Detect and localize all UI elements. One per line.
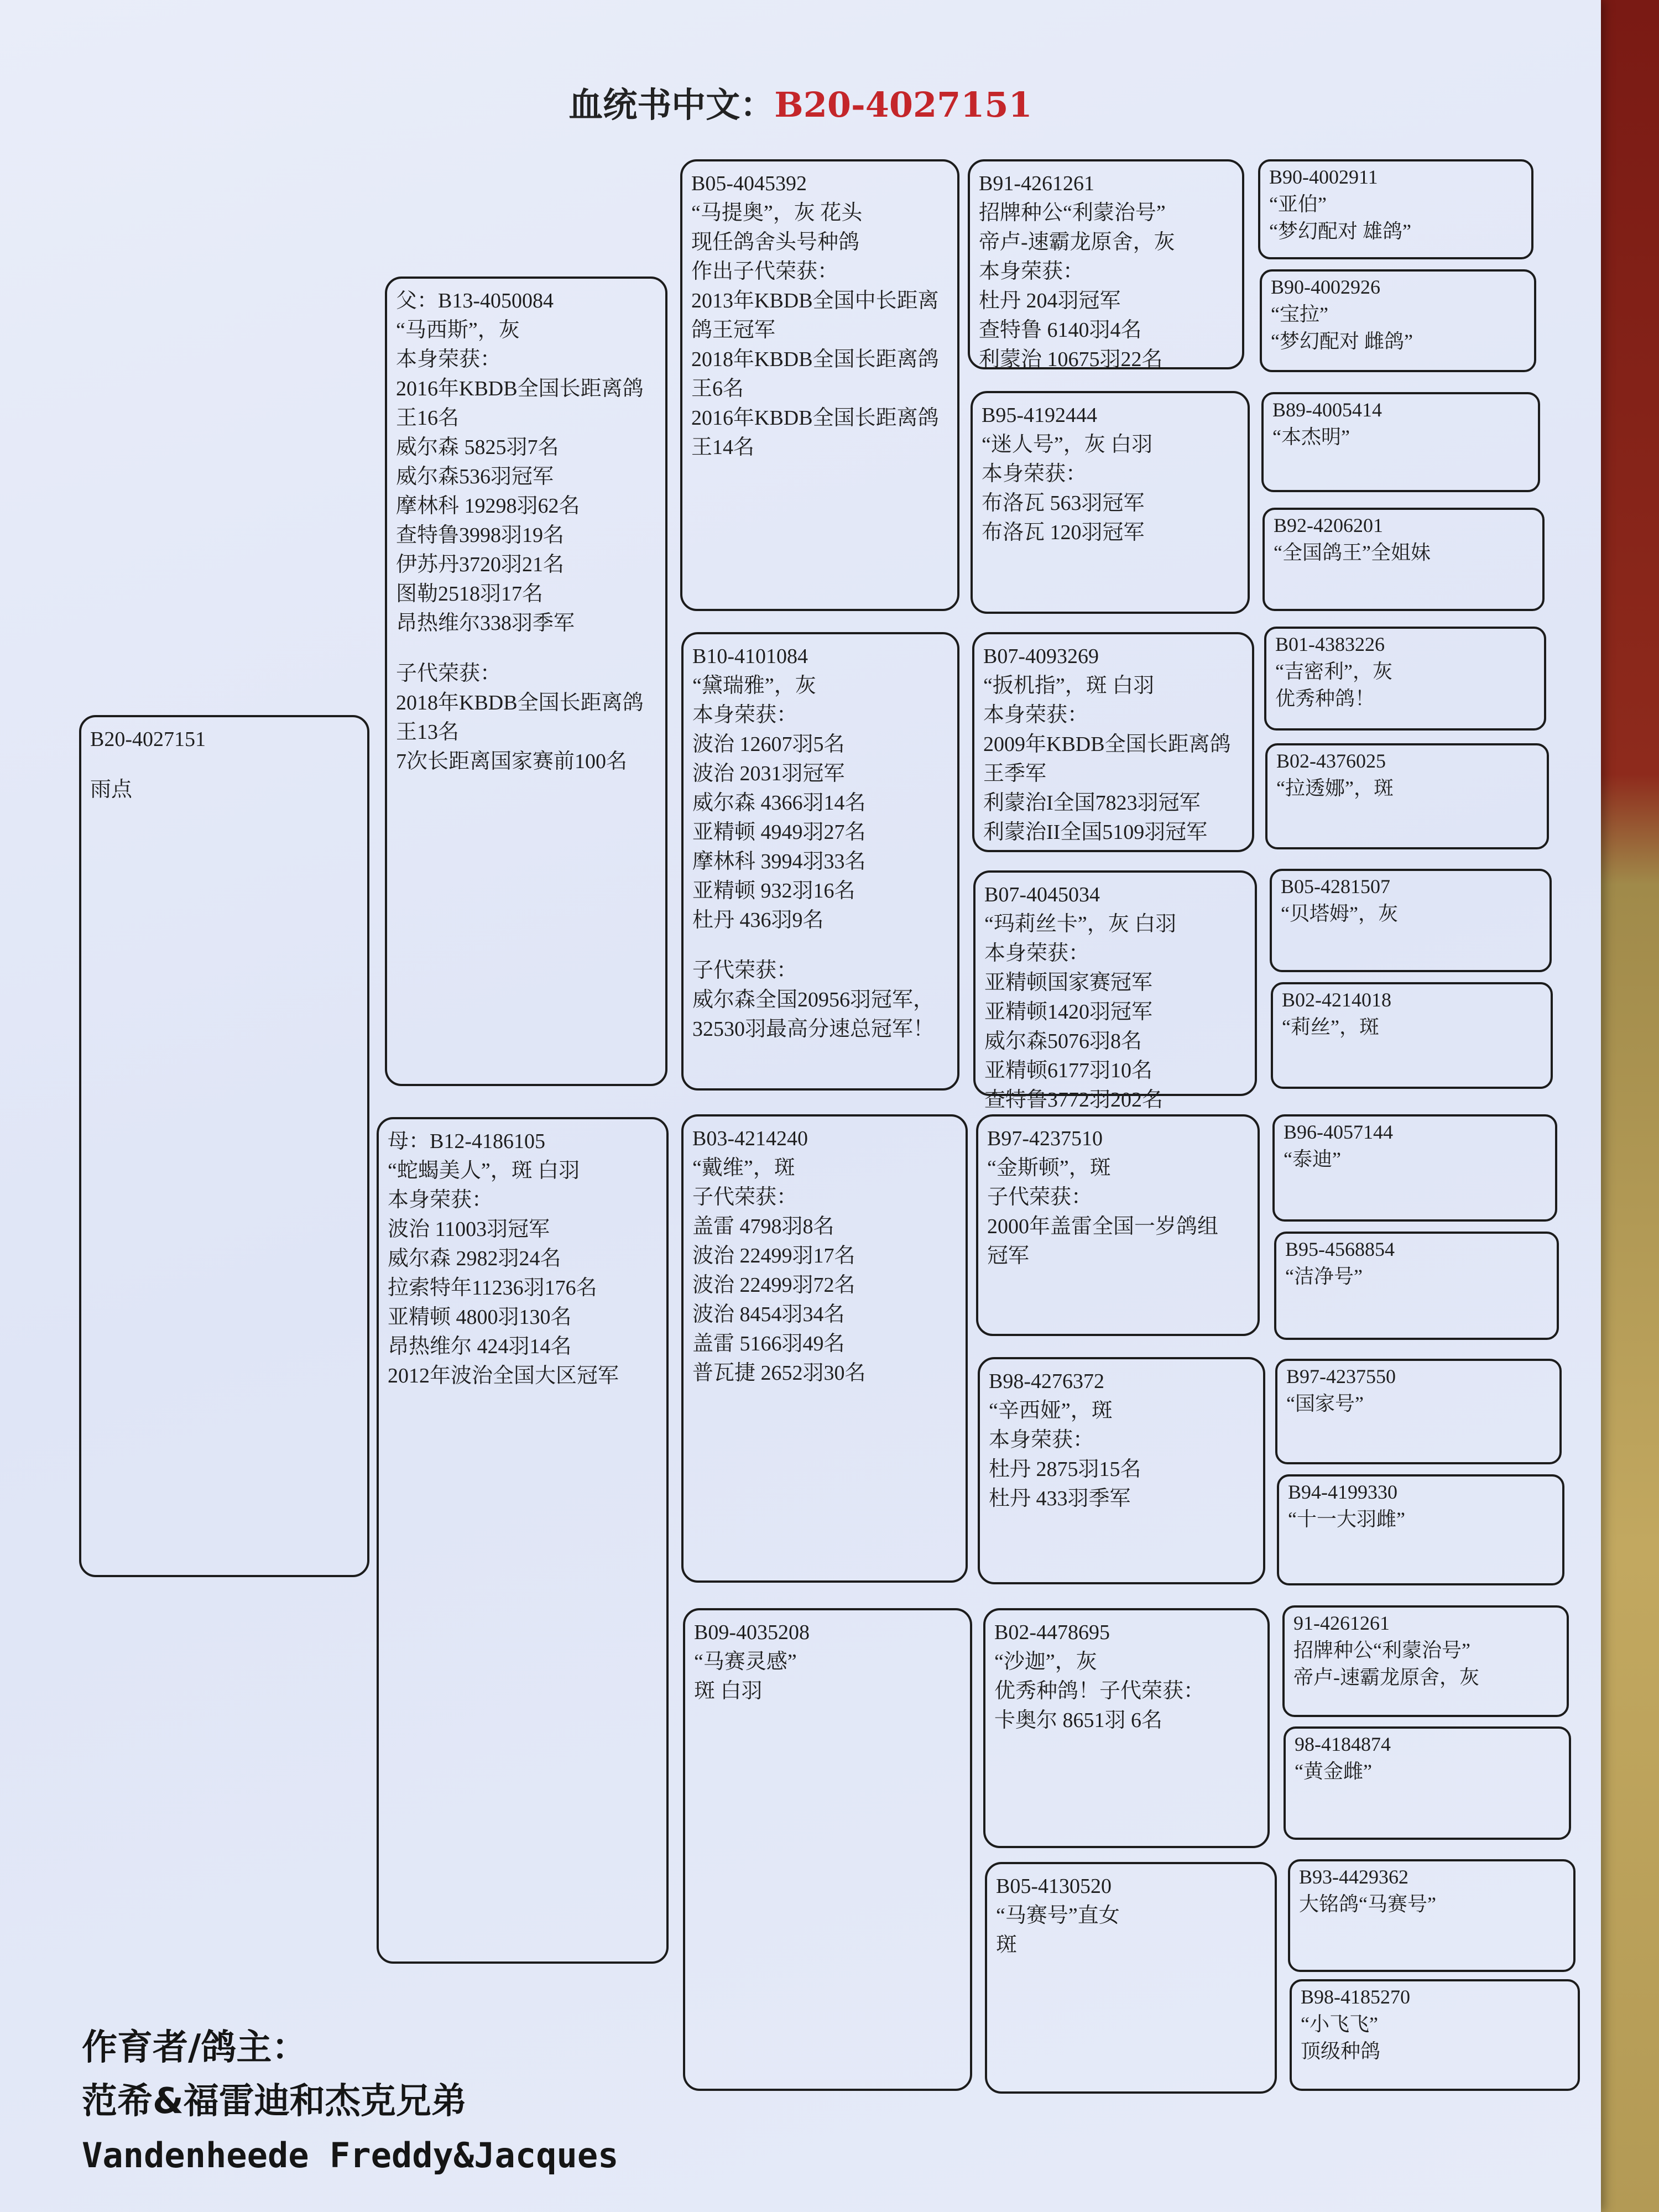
pedigree-line: 威尔森全国20956羽冠军， [692, 988, 935, 1011]
pedigree-line: 图勒2518羽17名 [396, 582, 544, 606]
pedigree-line: “玛莉丝卡”，灰 白羽 [984, 912, 1177, 936]
ring-number: 父：B13-4050084 [396, 289, 554, 312]
ring-number: B90-4002911 [1269, 166, 1378, 188]
pedigree-line: 布洛瓦 563羽冠军 [982, 492, 1145, 515]
ring-number: B09-4035208 [694, 1621, 810, 1644]
pedigree-line: 2009年KBDB全国长距离鸽 [983, 733, 1231, 756]
pedigree-line: “亚伯” [1269, 193, 1327, 215]
gg-grandparent-box [1261, 392, 1540, 492]
ring-number: 母：B12-4186105 [388, 1130, 546, 1153]
pedigree-line [692, 935, 948, 956]
ring-number: B92-4206201 [1274, 514, 1383, 536]
pedigree-line: 2013年KBDB全国中长距离 [691, 289, 939, 312]
ring-number: B91-4261261 [979, 172, 1094, 195]
pedigree-line: “十一大羽雌” [1288, 1508, 1405, 1530]
pedigree-line: 杜丹 436羽9名 [692, 909, 824, 932]
great-grandparent-box [983, 1608, 1270, 1848]
pedigree-line: 帝卢-速霸龙原舍，灰 [1293, 1666, 1479, 1688]
gg-grandparent-box [1288, 1859, 1575, 1972]
pedigree-line: 查特鲁 6140羽4名 [979, 319, 1142, 342]
great-grandparent-box [978, 1357, 1265, 1584]
sire-box [385, 276, 667, 1086]
pedigree-line: 本身荣获： [396, 348, 502, 371]
ring-number: B95-4192444 [982, 404, 1097, 427]
ring-number: B95-4568854 [1285, 1238, 1395, 1260]
ring-number: B02-4376025 [1276, 750, 1386, 772]
ring-number: B94-4199330 [1288, 1481, 1397, 1503]
pedigree-line: 鸽王冠军 [691, 319, 776, 342]
great-grandparent-box [972, 632, 1254, 852]
pedigree-line: 顶级种鸽 [1301, 2040, 1381, 2062]
pedigree-line: 大铭鸽“马赛号” [1299, 1893, 1436, 1915]
pedigree-line [396, 638, 656, 659]
pedigree-line: 招牌种公“利蒙治号” [979, 201, 1166, 225]
gg-grandparent-box [1284, 1726, 1571, 1840]
gg-grandparent-box [1271, 982, 1553, 1089]
pedigree-line: “梦幻配对 雄鸽” [1269, 220, 1411, 242]
pedigree-line: 王季军 [983, 762, 1047, 785]
grandparent-box [680, 159, 959, 611]
pedigree-line: 威尔森 5825羽7名 [396, 436, 559, 459]
pedigree-line: 帝卢-速霸龙原舍，灰 [979, 231, 1175, 254]
pedigree-line: 王6名 [691, 377, 744, 400]
pedigree-line: 王13名 [396, 721, 460, 744]
great-grandparent-box [976, 1114, 1260, 1336]
pedigree-line: 利蒙治 10675羽22名 [979, 348, 1163, 371]
pedigree-line: 伊苏丹3720羽21名 [396, 553, 565, 576]
pedigree-line: 威尔森 4366羽14名 [692, 791, 866, 815]
pedigree-line: 布洛瓦 120羽冠军 [982, 521, 1145, 544]
pedigree-line: 本身荣获： [388, 1188, 493, 1212]
great-grandparent-box [973, 870, 1257, 1112]
pedigree-line: 拉索特年11236羽176名 [388, 1276, 597, 1300]
ring-number: B01-4383226 [1275, 633, 1385, 655]
grandparent-box [681, 632, 959, 1091]
ring-number: 91-4261261 [1293, 1612, 1390, 1634]
pedigree-line: 杜丹 2875羽15名 [989, 1458, 1141, 1481]
ring-number: B97-4237550 [1286, 1365, 1396, 1387]
pedigree-line: 威尔森 2982羽24名 [388, 1247, 561, 1270]
pedigree-line: “黛瑞雅”，灰 [692, 674, 816, 697]
pedigree-line: 波治 22499羽72名 [692, 1274, 855, 1297]
pedigree-line: 亚精顿 4949羽27名 [692, 821, 866, 844]
pedigree-line: 7次长距离国家赛前100名 [396, 750, 628, 773]
pedigree-line: “金斯顿”，斑 [987, 1156, 1111, 1180]
pedigree-line: “莉丝”，斑 [1282, 1016, 1379, 1038]
page-title [0, 77, 1601, 127]
pedigree-line: “本杰明” [1272, 426, 1350, 448]
breeder-label: 作育者/鸽主： [82, 2027, 307, 2068]
breeder-name-cn: 范希&福雷迪和杰克兄弟 [82, 2081, 467, 2122]
ring-number: B20-4027151 [90, 728, 206, 751]
pedigree-line: “戴维”，斑 [692, 1156, 795, 1180]
gg-grandparent-box [1282, 1605, 1569, 1717]
pedigree-line: “黄金雌” [1295, 1760, 1372, 1782]
ring-number: B05-4281507 [1281, 875, 1390, 898]
grandparent-box [683, 1608, 972, 2091]
pedigree-line: 王16名 [396, 406, 460, 430]
pedigree-line: 斑 白羽 [694, 1679, 763, 1703]
gg-grandparent-box [1265, 743, 1549, 849]
pedigree-line: “泰迪” [1284, 1148, 1341, 1170]
ring-number: B05-4130520 [996, 1875, 1112, 1898]
ring-number: B89-4005414 [1272, 399, 1382, 421]
pedigree-line: 威尔森5076羽8名 [984, 1030, 1142, 1053]
pedigree-line: 亚精顿 4800羽130名 [388, 1306, 572, 1329]
ring-number: B10-4101084 [692, 645, 808, 668]
pedigree-line: 32530羽最高分速总冠军！ [692, 1018, 935, 1041]
pedigree-line: 作出子代荣获： [691, 260, 839, 283]
pedigree-line: 查特鲁3998羽19名 [396, 524, 565, 547]
pedigree-line: “洁净号” [1285, 1265, 1363, 1287]
pedigree-line: “贝塔姆”，灰 [1281, 902, 1398, 925]
pedigree-line: 波治 12607羽5名 [692, 733, 845, 756]
gg-grandparent-box [1260, 269, 1536, 372]
pedigree-line: “国家号” [1286, 1392, 1364, 1415]
pedigree-line: 波治 11003羽冠军 [388, 1218, 550, 1241]
ring-number: B07-4045034 [984, 883, 1100, 906]
pedigree-line: “蛇蝎美人”，斑 白羽 [388, 1159, 580, 1182]
pedigree-line: 本身荣获： [982, 462, 1087, 486]
gg-grandparent-box [1277, 1474, 1564, 1585]
subject-pigeon-box [79, 715, 369, 1577]
pedigree-line: 现任鸽舍头号种鸽 [691, 231, 860, 254]
breeder-info [82, 2021, 619, 2182]
pedigree-line: 摩林科 3994羽33名 [692, 850, 866, 873]
pedigree-line: 2018年KBDB全国长距离鸽 [396, 691, 644, 714]
pedigree-line: 盖雷 5166羽49名 [692, 1332, 845, 1355]
pedigree-line: 亚精顿 932羽16名 [692, 879, 855, 902]
pedigree-line [90, 754, 358, 775]
pedigree-line: 2000年盖雷全国一岁鸽组 [987, 1215, 1219, 1238]
pedigree-line: 杜丹 204羽冠军 [979, 289, 1121, 312]
ring-number: B02-4214018 [1282, 989, 1391, 1011]
pedigree-line: “扳机指”，斑 白羽 [983, 674, 1155, 697]
pedigree-line: 本身荣获： [984, 942, 1090, 965]
pedigree-line: “迷人号”，灰 白羽 [982, 433, 1153, 456]
pedigree-line: 波治 8454羽34名 [692, 1303, 845, 1326]
ring-number: B07-4093269 [983, 645, 1099, 668]
pedigree-line: 子代荣获： [692, 1186, 798, 1209]
pedigree-line: 亚精顿国家赛冠军 [984, 971, 1153, 994]
pedigree-line: “马赛灵感” [694, 1650, 797, 1673]
pedigree-line: 冠军 [987, 1244, 1030, 1267]
pedigree-line: 利蒙治II全国5109羽冠军 [983, 821, 1208, 844]
ring-number: B90-4002926 [1271, 276, 1380, 298]
pedigree-line: 雨点 [90, 778, 133, 801]
ring-number: B98-4185270 [1301, 1986, 1410, 2008]
pedigree-line: 招牌种公“利蒙治号” [1293, 1639, 1470, 1661]
ring-number: B93-4429362 [1299, 1866, 1408, 1888]
pedigree-line: “全国鸽王”全姐妹 [1274, 541, 1431, 564]
grandparent-box [681, 1114, 968, 1583]
pedigree-line: “吉密利”，灰 [1275, 660, 1392, 682]
pedigree-line: “辛西娅”，斑 [989, 1399, 1113, 1422]
pedigree-line: 子代荣获： [692, 959, 798, 982]
ring-number: B97-4237510 [987, 1127, 1103, 1150]
great-grandparent-box [971, 391, 1250, 614]
breeder-name-en: Vandenheede Freddy&Jacques [82, 2135, 619, 2176]
gg-grandparent-box [1272, 1114, 1557, 1222]
ring-number: B02-4478695 [994, 1621, 1110, 1644]
dam-box [377, 1117, 669, 1964]
pedigree-line: 2018年KBDB全国长距离鸽 [691, 348, 939, 371]
pedigree-line: 本身荣获： [989, 1428, 1094, 1452]
pedigree-line: 波治 22499羽17名 [692, 1244, 855, 1267]
ring-number: B05-4045392 [691, 172, 807, 195]
ring-number: B96-4057144 [1284, 1121, 1393, 1143]
pedigree-line: 2016年KBDB全国长距离鸽 [691, 406, 939, 430]
pedigree-line: 优秀种鸽！子代荣获： [994, 1679, 1205, 1703]
ring-number: B98-4276372 [989, 1370, 1104, 1393]
gg-grandparent-box [1270, 869, 1552, 972]
pedigree-line: 昂热维尔338羽季军 [396, 612, 575, 635]
pedigree-line: 子代荣获： [987, 1186, 1093, 1209]
pedigree-line: “小飞飞” [1301, 2013, 1378, 2035]
gg-grandparent-box [1262, 508, 1545, 611]
gg-grandparent-box [1274, 1232, 1559, 1340]
pedigree-line: 亚精顿1420羽冠军 [984, 1000, 1153, 1024]
pedigree-line: 普瓦捷 2652羽30名 [692, 1361, 866, 1385]
pedigree-line: 本身荣获： [983, 703, 1089, 727]
pedigree-line: 利蒙治I全国7823羽冠军 [983, 791, 1201, 815]
pedigree-line: “马西斯”，灰 [396, 319, 520, 342]
great-grandparent-box [985, 1862, 1277, 2094]
gg-grandparent-box [1275, 1359, 1562, 1464]
great-grandparent-box [968, 159, 1244, 369]
pedigree-line: 查特鲁3772羽202名 [984, 1088, 1164, 1112]
ring-number: 98-4184874 [1295, 1733, 1391, 1755]
gg-grandparent-box [1290, 1979, 1580, 2091]
ring-number: B03-4214240 [692, 1127, 808, 1150]
gg-grandparent-box [1264, 627, 1546, 731]
pedigree-line: 斑 [996, 1933, 1018, 1957]
pedigree-line: “沙迦”，灰 [994, 1650, 1097, 1673]
pedigree-line: 优秀种鸽！ [1275, 687, 1375, 709]
pedigree-line: “宝拉” [1271, 303, 1328, 325]
pedigree-line: 2016年KBDB全国长距离鸽 [396, 377, 644, 400]
pedigree-line: 摩林科 19298羽62名 [396, 494, 580, 518]
pedigree-line: “梦幻配对 雌鸽” [1271, 330, 1413, 352]
title-prefix: 血统书中文： [568, 85, 775, 125]
pedigree-line: “马赛号”直女 [996, 1904, 1120, 1927]
pedigree-line: 本身荣获： [979, 260, 1084, 283]
pedigree-line: “马提奥”，灰 花头 [691, 201, 863, 225]
pedigree-line: 王14名 [691, 436, 755, 459]
pedigree-line: 卡奥尔 8651羽 6名 [994, 1709, 1163, 1732]
pedigree-line: 波治 2031羽冠军 [692, 762, 845, 785]
pedigree-line: 威尔森536羽冠军 [396, 465, 554, 488]
pedigree-line: 昂热维尔 424羽14名 [388, 1335, 572, 1358]
pedigree-line: 亚精顿6177羽10名 [984, 1059, 1153, 1082]
pedigree-line: 杜丹 433羽季军 [989, 1487, 1131, 1510]
gg-grandparent-box [1258, 159, 1533, 259]
pedigree-line: 子代荣获： [396, 662, 502, 685]
pedigree-line: 本身荣获： [692, 703, 798, 727]
pedigree-line: 2012年波治全国大区冠军 [388, 1364, 619, 1387]
pedigree-line: 盖雷 4798羽8名 [692, 1215, 834, 1238]
pedigree-line: “拉透娜”，斑 [1276, 777, 1394, 799]
title-ring-number: B20-4027151 [774, 85, 1032, 125]
